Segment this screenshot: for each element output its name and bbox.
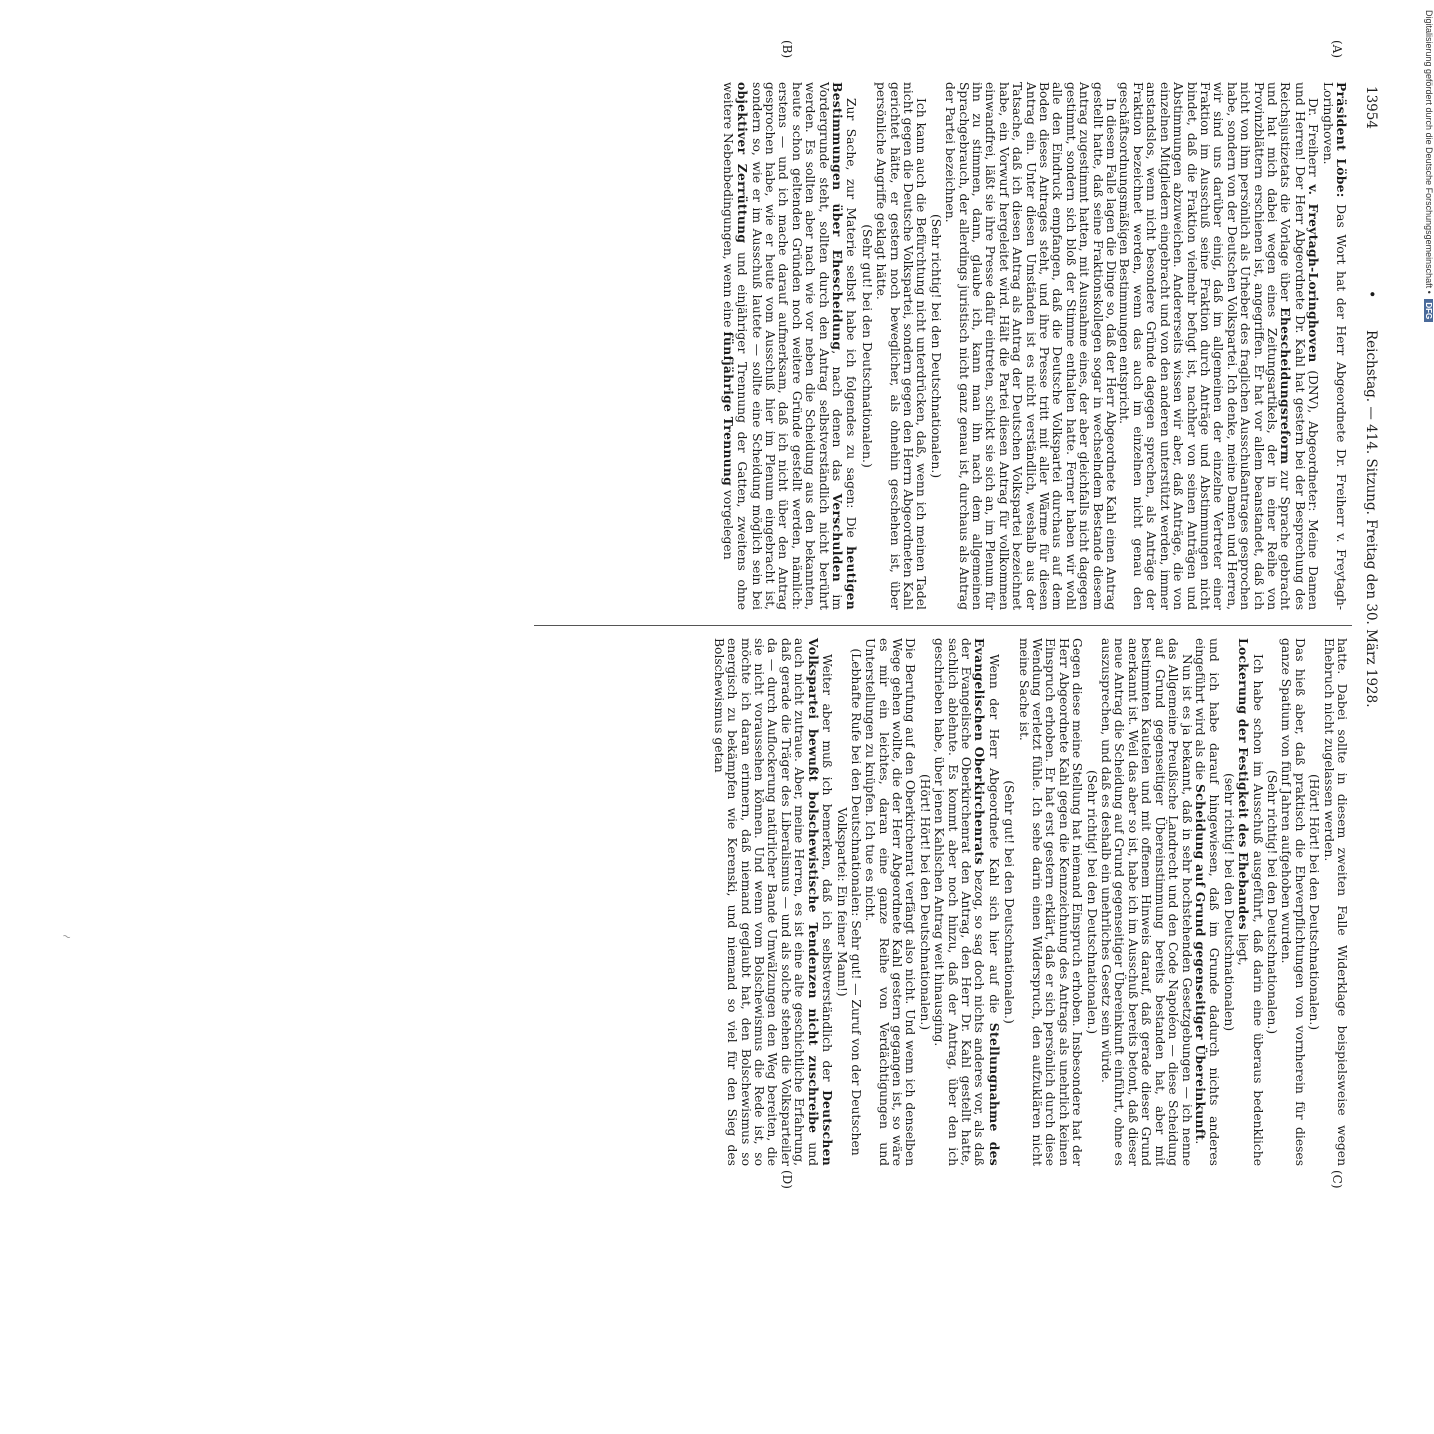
interjection [859,82,872,610]
paragraph [874,82,928,610]
pencil-mark: ~ [60,928,74,945]
interjection [1221,638,1234,1166]
paragraph [1117,82,1320,610]
interjection [1265,638,1278,1166]
text-run: Das Wort hat der Herr Abgeordnete Dr. Freiherr v. Freytagh-Loringhoven. [1320,82,1348,610]
column-divider [534,625,1352,626]
bold-run: Präsident Löbe: [1334,82,1349,198]
text-run: Ich kann auch die Befürchtung nicht unterdrücken, daß, wenn ich meinen Tadel nicht gegen die Deutsche Volkspartei, sondern gegen den Herrn Abgeordneten Kahl gerichtet hätte, er gestern noch beweglicher, als ohnehin geschehen ist, über persönliche Angriffe geklagt hätte. [874,82,929,610]
text-run: Gegen diese meine Stellung hat niemand Einspruch erhoben. Insbesondere hat der Herr Abgeordnete Kahl gegen die Kennzeichnung des Antrags als unehrlich keinen Einspruch erhoben. Er hat erst gestern erklärt, daß er sich persönlich durch diese Wendung verletzt fühle. Ich sehe darin einen Widerspruch, den aufzuklären nicht meine Sache ist. [1016,638,1085,1166]
text-run: (Lebhafte Rufe bei den Deutschnationalen: Sehr gut! — Zuruf von der Deutschen Volkspartei: Ein feiner Mann!) [835,648,863,1156]
text-run: zur Sprache gebracht und hat mich dabei wegen eines Zeitungsartikels, der in einer Reihe von Provinzblättern erschienen ist, angegriffen. Er hat vor allem beanstandet, daß ich nicht von ihm persönlich als Urheber des fraglichen Ausschußantrages gesprochen habe, sondern von der Deutschen Volkspartei. Ich denke, meine Damen und Herren, wir sind uns darüber einig, daß im allgemeinen der einzelne Vertreter einer Fraktion im Ausschuß seine Fraktion durch Anträge und Abstimmungen nicht bindet, daß die Fraktion vielmehr befugt ist, nachher von seinen Anträgen und Abstimmungen abzuweichen. Andererseits wissen wir aber, daß Anträge, die von einzelnen Mitgliedern eingebracht und von den anderen unterstützt werden, immer anstandslos, wenn nicht besondere Gründe dagegen sprechen, als Anträge der Fraktion bezeichnet werden, wenn das auch im einzelnen nicht genau den geschäftsordnungsmäßigen Bestimmungen entspricht. [1117,82,1293,610]
text-run: Nun ist es ja bekannt, daß in sehr hochstehenden Gesetzgebungen — ich nenne das Allgemeine Preußische Landrecht und den Code Napoléon — diese Scheidung auf Grund gegenseitiger Übereinstimmung bereits bestanden hat, aber mit bestimmten Kautelen und mit offenem Hinweis darauf, daß gerade dieser Grund anerkannt ist. Weil das aber so ist, habe ich im Ausschuß bereits betont, daß dieser neue Antrag die Scheidung auf Grund gegenseitiger Übereinkunft einführt, ohne es auszusprechen, und daß es deshalb ein unehrliches Gesetz sein würde. [1099,638,1194,1166]
paragraph [711,638,834,1166]
margin-marker-d: (D) [780,1170,794,1189]
interjection [1307,638,1320,1166]
bold-run: Lockerung der Festigkeit des Ehebandes [1236,638,1252,930]
dfg-logo: DFG [1424,299,1433,322]
interjection [928,82,941,610]
text-run: Zur Sache, zur Materie selbst habe ich folgendes zu sagen: Die [844,98,859,547]
paragraph [1279,638,1306,1166]
text-run: bezog, so sag doch nichts anderes vor, als daß der Evangelische Oberkirchenrat den Antrag, den Herr Dr. Kahl gestellt hatte, sachlich ablehnte. Es kommt aber noch hinzu, daß der Antrag, über den ich geschrieben habe, über jenen Kahlschen Antrag weit hinausging. [932,638,987,1167]
text-run: und einjähriger Trennung der Gatten, zweitens ohne weitere Nebenbedingungen, wenn eine [720,82,750,610]
bold-run: heutigen Bestimmungen über Ehescheidung [829,82,860,610]
paragraph [932,638,1001,1166]
text-run: (Sehr richtig! bei den Deutschnationalen.) [928,213,943,479]
text-run: (DNV), Abgeordneter: Meine Damen und Herren! Der Herr Abgeordnete Dr. Kahl hat gestern bei der Besprechung des Reichsjustizetats die Vorlage über [1278,82,1321,610]
text-run: (Sehr gut! bei den Deutschnationalen.) [859,224,874,468]
digitization-text: Digitalisierung gefördert durch die Deutsche Forschungsgemeinschaft • [1424,10,1434,294]
text-column-right [503,638,1348,1166]
text-run: liegt, [1236,929,1251,966]
text-run: In diesem Falle lagen die Dinge so, daß der Herr Abgeordnete Kahl einen Antrag gestellt hatte, daß seine Fraktionskollegen sogar in wechselndem Bestande diesem Antrag zugestimmt hatten, mit Ausnahme eines, der aber gleichfalls nicht dagegen gestimmt, sondern sich bloß der Stimme enthalten hatte. Ferner haben wir wohl alle den Eindruck empfangen, daß die Deutsche Volkspartei durchaus auf dem Boden dieses Antrages steht, und ihre Presse tritt mit aller Wärme für diesen Antrag ein. Unter diesen Umständen ist es nicht verständlich, weshalb aus der Tatsache, daß ich diesen Antrag als Antrag der Deutschen Volkspartei bezeichnet habe, ein Vorwurf hergeleitet wird. Hält die Partei diesen Antrag für vollkommen einwandfrei, läßt sie ihre Presse dafür eintreten, schickt sie sich an, im Plenum für ihn zu stimmen, dann, glaube ich, kann man ihn nach dem allgemeinen Sprachgebrauch, der allerdings juristisch nicht ganz genau ist, durchaus als Antrag der Partei bezeichnen. [943,82,1119,610]
text-run: , nach denen das [829,350,844,494]
margin-marker-c: (C) [1330,1170,1344,1189]
text-run: hatte. Dabei sollte in diesem zweiten Falle Widerklage beispielsweise wegen Ehebruch nicht zugelassen werden. [1321,638,1349,1166]
paragraph [943,82,1117,610]
paragraph [1099,638,1193,1166]
interjection [1002,638,1015,1166]
bold-run: Stellungnahme des Evangelischen Oberkirchenrats [972,638,1002,1166]
paragraph [1320,82,1348,610]
paragraph [720,82,858,610]
text-run: Weiter aber muß ich bemerken, daß ich selbstverständlich der [819,654,834,1091]
paragraph [1193,638,1221,1166]
text-run: (Sehr richtig! bei den Deutschnationalen.) [1264,769,1279,1035]
bold-run: Deutschen Volkspartei bewußt bolschewistische Tendenzen nicht zuschreibe [805,638,835,1166]
bold-run: objektiver Zerrüttung [735,82,751,244]
text-run: Ich habe schon im Ausschuß ausgeführt, daß darin eine überaus bedenkliche [1250,654,1265,1166]
header-dot: • [1363,290,1379,299]
text-column-left [503,82,1348,610]
text-run: . [1192,1140,1207,1145]
text-run: (Sehr gut! bei den Deutschnationalen.) [1002,780,1017,1024]
interjection [1084,638,1097,1166]
text-run: und ich habe darauf hingewiesen, daß im Grunde dadurch nichts anderes eingeführt wird als die [1192,638,1222,1166]
page-number: 13954 [1363,86,1379,129]
interjection [917,638,930,1166]
text-run: Wenn der Herr Abgeordnete Kahl sich hier auf die [986,654,1001,1023]
bold-run: fünfjährige Trennung [720,331,736,487]
text-run: (Hört! Hört! bei den Deutschnationalen.) [917,773,932,1031]
text-run: Dr. Freiherr [1306,98,1321,185]
margin-marker-a: (A) [1330,40,1344,59]
text-run: und auch nicht zutraue. Aber, meine Herren, es ist eine alte geschichtliche Erfahrung, daß gerade die Träger des Liberalismus — und als solche stehen die Volksparteiler da — durch Auflockerung natürlicher Bande Umwälzungen den Weg bereiten, die sie nicht voraussehen können. Und wenn vom Bolschewismus die Rede ist, so möchte ich daran erinnern, daß niemand geglaubt hat, den Bolschewismus so energisch zu bekämpfen wie Kerenski, und niemand so viel für den Sieg des Bolschewismus getan [711,638,820,1167]
digitization-note [1418,10,1434,1000]
text-run: (Hört! Hört! bei den Deutschnationalen.) [1307,773,1322,1031]
text-run: (sehr richtig! bei den Deutschnationalen) [1221,772,1236,1032]
page-header-title: Reichstag. — 414. Sitzung. Freitag den 30. März 1928. [1363,330,1379,708]
bold-run: Scheidung auf Grund gegenseitiger Übereinkunft [1192,784,1208,1141]
text-run: vorgelegen [720,486,735,560]
paragraph [1236,638,1264,1166]
bold-run: Ehescheidungsreform [1278,307,1294,465]
paragraph [1321,638,1348,1166]
text-run: (Sehr richtig! bei den Deutschnationalen.) [1084,769,1099,1035]
paragraph [863,638,917,1166]
text-run: im Vordergrunde steht, sollten durch den Antrag selbstverständlich nicht berührt werden. Es sollten aber nach wie vor neben die Scheidung aus den bekannten, heute schon geltenden Gründen noch weitere Gründe gestellt werden, nämlich: erstens — und ich mache darauf aufmerksam, daß ich nicht über den Antrag gesprochen habe, wie er heute vom Ausschuß hier im Plenum eingebracht ist, sondern so, wie er im Ausschuß lautete — sollte eine Scheidung möglich sein bei [749,82,844,610]
paragraph [1016,638,1083,1166]
interjection [835,638,862,1166]
column-rule-holder [0,0,1,1]
margin-marker-b: (B) [780,40,794,59]
text-run: Die Berufung auf den Oberkirchenrat verfängt also nicht. Und wenn ich denselben Wege gehen wollte, die der Herr Abgeordnete Kahl gestern gegangen ist, so wäre es mir ein leichtes, daran eine ganze Reihe von Verdächtigungen und Unterstellungen zu knüpfen. Ich tue es nicht. [863,638,918,1166]
bold-run: Verschulden [829,493,845,582]
text-run: Das hieß aber, daß praktisch die Eheverpflichtungen von vornherein für dieses ganze Spatium von fünf Jahren aufgehoben wurden. [1279,638,1307,1166]
bold-run: v. Freytagh-Loringhoven [1306,184,1322,363]
